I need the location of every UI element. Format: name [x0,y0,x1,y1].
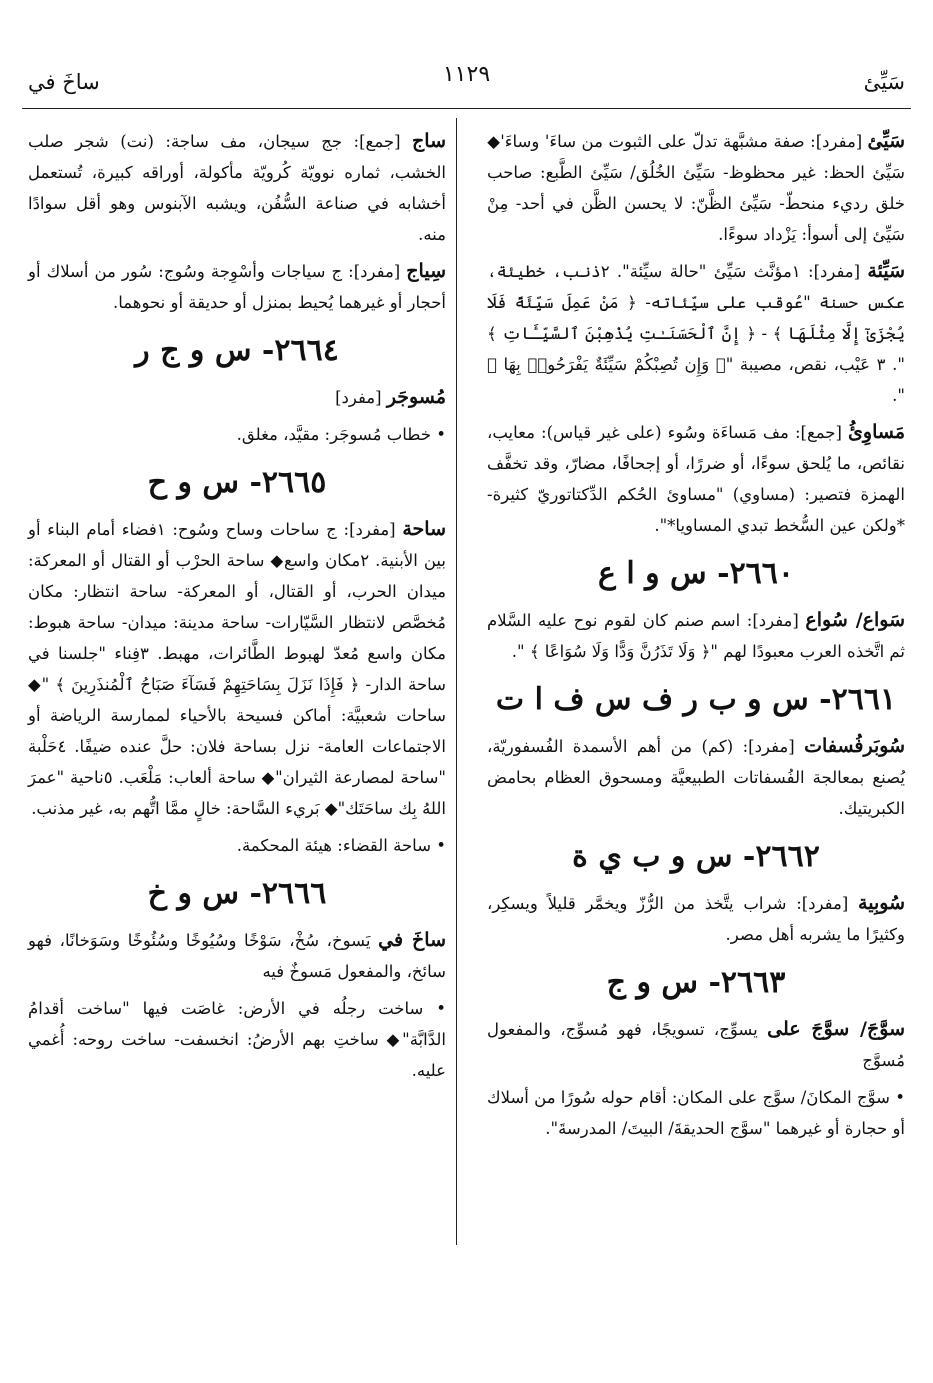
dictionary-entry [28,514,446,824]
right-column [487,126,905,1150]
dictionary-entry [487,731,905,824]
header-rule [22,108,911,109]
entry-definition: [مفرد]: (كم) من أهم الأسمدة الفُسفوريّة، يُصنع بمعالجة الفُسفاتات الطبيعيَّة ومسحوق العظام بحامض الكبريتيك. [487,737,905,818]
dictionary-entry [28,925,446,987]
root-section-heading: ٢٦٦٦- س و خ [147,876,327,911]
dictionary-entry [28,256,446,318]
entry-headword: ساج [412,130,446,152]
dictionary-entry [487,1014,905,1076]
root-section-heading: ٢٦٦٥- س و ح [147,465,327,500]
entry-headword: سِياج [406,260,446,282]
entry-headword: ساحة [402,518,446,540]
entry-definition: يَسوخ، سُخْ، سَوْخًا وسُيُوخًا وسُئُوخًا وسَوَخانًا، فهو سائخ، والمفعول مَسوخٌ فيه [28,931,446,981]
entry-definition: [جمع]: مف مَساءَة وسُوء (على غير قياس): معايب، نقائص، ما يُلحق سوءًا، أو ضررًا، أو إجحافًا، مضارّ، وقد تخفَّف الهمزة فتصير: (مساوي) "مساوئ الحُكم الدِّكتاتوريّ كثيرة- *ولكن عين السُّخط تبدي المساويا*". [487,423,905,535]
dictionary-entry [487,888,905,950]
entry-definition: [مفرد]: ج سياجات وأسْوِجة وسُوج: سُور من أسلاك أو أحجار أو غيرهما يُحيط بمنزل أو حديقة أو نحوهما. [28,262,446,312]
usage-example: • سوَّج المكانَ/ سوَّج على المكان: أقام حوله سُورًا من أسلاك أو حجارة أو غيرهما "سوَّج الحديقةَ/ البيتَ/ المدرسةَ". [487,1082,905,1144]
entry-headword: سَواع/ سُواع [805,609,906,631]
dictionary-entry [487,605,905,667]
entry-definition: [مفرد]: شراب يتَّخذ من الرُّزّ ويخمَّر قليلاً ويسكِر، وكثيرًا ما يشربه أهل مصر. [487,894,905,944]
header-guide-word-left: ساخَ في [28,70,100,94]
entry-headword: سُوبِية [858,892,905,914]
root-section-heading: ٢٦٦٠- س و ا ع [597,556,795,591]
entry-definition: [مفرد]: اسم صنم كان لقوم نوح عليه السَّلام ثم اتَّخذه العرب معبودًا لهم "﴿ وَلَا تَذَرُنَّ وَدًّا وَلَا سُوَاعًا ﴾ ". [487,611,905,661]
entry-headword: سُوبَرفُسفات [804,735,905,757]
entry-headword: مُسوجَر [386,386,446,408]
dictionary-entry [28,126,446,250]
entry-definition: [مفرد]: صفة مشبَّهة تدلّ على الثبوت من ساءَ' وساءَ'◆ سَيِّئ الحظ: غير محظوظ- سَيِّئ الخُلُق/ سَيِّئ الطَّبع: صاحب خلق رديء منحطّ- سَيِّئ الظَّنّ: لا يحسن الظَّن في أحد- مِنْ سَيِّئ إلى أسوأ: يَزْداد سوءًا. [487,132,905,244]
entry-definition: [مفرد]: ج ساحات وساح وسُوح: ١فضاء أمام البناء أو بين الأبنية. ٢مكان واسع◆ ساحة الحرْب أو القتال أو المعركة: ميدان الحرب، أو القتال، أو المعركة- ساحة انتظار: مكان مُخصَّص لانتظار السَّيّارات- ساحة مدينة: ميدان- ساحة هبوط: مكان واسع مُعدّ لهبوط الطَّائرات، مهبط. ٣فِناء "جلسنا في ساحة الدار- ﴿ فَإِذَا نَزَلَ بِسَاحَتِهِمْ فَسَآءَ صَبَاحُ ٱلْمُنذَرِينَ ﴾ "◆ ساحات شعبيَّة: أماكن فسيحة بالأحياء لممارسة الرياضة أو الاجتماعات العامة- نزل بساحة فلان: حلَّ عنده ضيفًا. ٤حَلْبة "ساحة لمصارعة الثيران"◆ ساحة ألعاب: مَلْعَب. ٥ناحية "عمرَ اللهُ بِك ساحَتَك"◆ بَريء السَّاحة: خالٍ ممَّا اتُّهم به، غير مذنب. [28,520,446,818]
dictionary-entry [487,256,905,411]
usage-example: • ساحة القضاء: هيئة المحكمة. [28,830,446,861]
page-number: ١١٢٩ [442,62,491,87]
left-column [28,126,446,1092]
entry-headword: سَيِّئة [867,260,905,282]
dictionary-entry [487,417,905,541]
entry-definition: [مفرد]: ١مؤنَّث سَيِّئ "حالة سيِّئة". ٢ذنب، خطيئة، عكس حسنة "عُوقب على سيِّئاته- ﴿ مَنْ عَمِلَ سَيِّئَةً فَلَا يُجْزَىٰٓ إِلَّا مِثْلَهَا ﴾ - ﴿ إِنَّ ٱلْحَسَنَـٰتِ يُذْهِبْنَ ٱلسَّيِّـَٔاتِ ﴾ ". ٣ عَيْب، نقص، مصيبة "﴿ وَإِن تُصِبْكُمْ سَيِّئَةٌ يَفْرَحُوا۟ بِهَا ﴾ ". [487,262,905,405]
page-header [28,62,905,102]
dictionary-entry [487,126,905,250]
entry-headword: سَيِّئ [867,130,905,152]
header-guide-word-right: سَيِّئ [863,70,905,94]
root-section-heading: ٢٦٦١- س و ب ر ف س ف ا ت [495,682,897,717]
entry-headword: مَساوِئُ [848,421,905,443]
entry-definition: [جمع]: جج سيجان، مف ساجة: (نت) شجر صلب الخشب، ثماره نوويّة كُرويّة مأكولة، أوراقه كبيرة، تُستعمل أخشابه في صناعة السُّفُن، ويشبه الآبنوس وهو أقل سوادًا منه. [28,132,446,244]
usage-example: • خطاب مُسوجَر: مقيَّد، مغلق. [28,419,446,450]
column-divider [456,118,457,1245]
entry-definition: يسوِّج، تسويجًا، فهو مُسوِّج، والمفعول مُسوَّج [487,1020,905,1070]
root-section-heading: ٢٦٦٣- س و ج [606,965,786,1000]
dictionary-entry [28,382,446,413]
usage-example: • ساخت رجلُه في الأرض: غاصَت فيها "ساخت أقدامُ الدَّابَّة"◆ ساختِ بهم الأرضُ: انخسفت- ساخت روحه: أُغمي عليه. [28,993,446,1086]
entry-definition: [مفرد] [335,388,387,407]
root-section-heading: ٢٦٦٤- س و ج ر [135,333,339,368]
entry-headword: سوَّجَ/ سوَّجَ على [767,1018,905,1040]
entry-headword: ساخَ في [378,929,446,951]
root-section-heading: ٢٦٦٢- س و ب ي ة [572,839,820,874]
